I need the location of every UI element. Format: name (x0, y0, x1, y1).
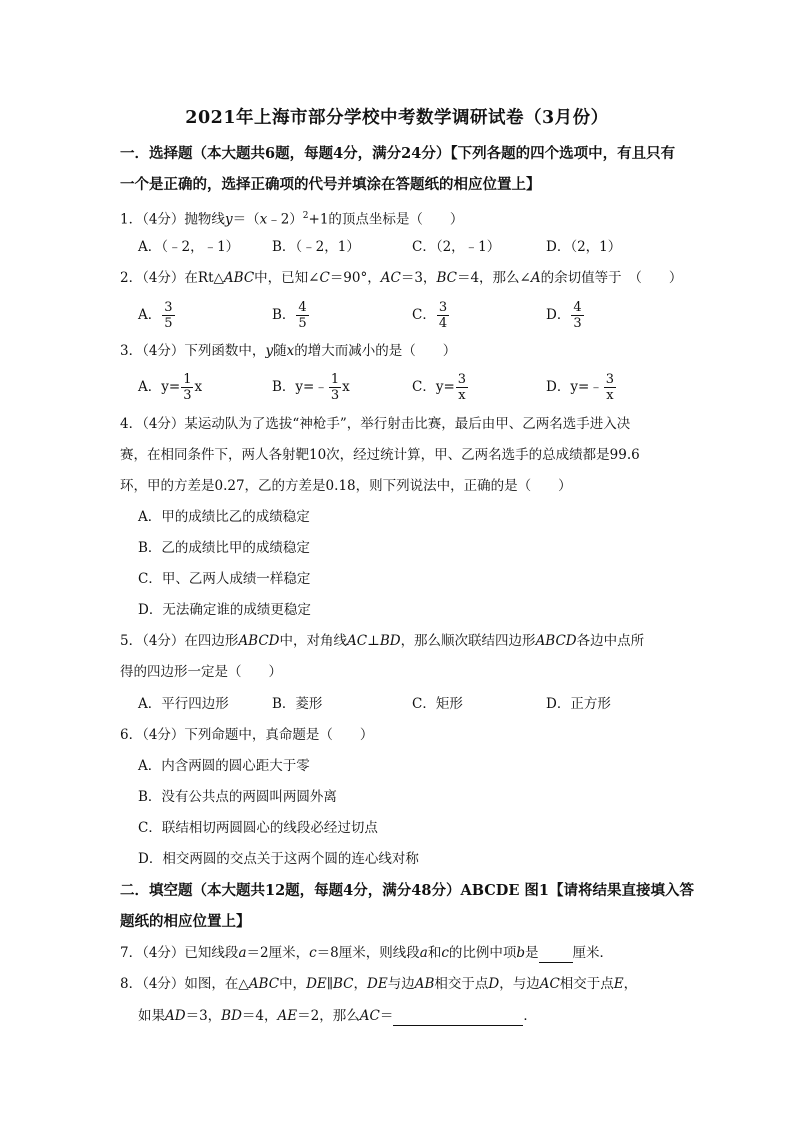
section2-heading-line1: 二．填空题（本大题共12题，每题4分，满分48分）ABCDE 图1【请将结果直接填入答 (120, 882, 695, 899)
q2-text-d: ＝3， (400, 270, 437, 286)
q2-option-c (412, 300, 450, 331)
q4-option-b: B．乙的成绩比甲的成绩稳定 (138, 540, 310, 556)
q5-text-c: ，那么顺次联结四边形 (400, 633, 536, 649)
q6-option-c: C．联结相切两圆圆心的线段必经过切点 (138, 820, 378, 836)
q8-text-a: 8．（4分）如图，在△ (120, 976, 249, 992)
q3-d-pre: y=﹣ (570, 379, 603, 395)
q8-text-e: 相交于点 (434, 976, 489, 992)
q8-text-d: 与边 (387, 976, 415, 992)
q5-option-d: D．正方形 (546, 696, 611, 712)
q8-line2-b: ＝3， (185, 1008, 222, 1024)
q2-c-den: 4 (438, 316, 448, 331)
q3-c-pre: y= (435, 379, 455, 395)
q4-line3: 环，甲的方差是0.27，乙的方差是0.18，则下列说法中，正确的是（ ） (120, 478, 572, 494)
q4-line2: 赛，在相同条件下，两人各射靶10次，经过统计算，甲、乙两名选手的总成绩都是99.6 (120, 447, 640, 463)
q2-option-a (138, 300, 176, 331)
q3-c-den: x (458, 388, 466, 403)
q8-ac: AC (539, 976, 560, 992)
q7-text-c: ＝8厘米，则线段 (316, 945, 420, 961)
q4-option-c: C．甲、乙两人成绩一样稳定 (138, 571, 311, 587)
q5-bd: BD (379, 633, 401, 649)
q2-option-d (546, 300, 585, 331)
q7-a2: a (419, 945, 428, 961)
q8-text-b: 中， (279, 976, 307, 992)
q3-d-label: D． (546, 379, 571, 395)
q2-b-num: 4 (298, 300, 307, 315)
q3-a-label: A． (138, 379, 162, 395)
q3-x: x (286, 343, 295, 359)
q7-text-b: ＝2厘米， (246, 945, 310, 961)
q8-abc: ABC (248, 976, 280, 992)
q2-text-b: 中，已知∠ (254, 270, 320, 286)
q1-option-d: D．（2，1） (546, 239, 622, 255)
question-2 (120, 268, 682, 288)
q3-text-b: 随 (273, 343, 287, 359)
q8-text-f: ，与边 (499, 976, 540, 992)
q6-option-b: B．没有公共点的两圆叫两圆外离 (138, 789, 337, 805)
q2-b-label: B． (272, 307, 296, 323)
q3-a-fraction (181, 372, 193, 403)
q2-a-fraction (162, 300, 174, 331)
q7-c2: c (441, 945, 449, 961)
q3-b-den: 3 (330, 388, 340, 403)
q8-line2-f: ． (523, 1008, 537, 1024)
q8-ab: AB (414, 976, 435, 992)
q6-line1: 6．（4分）下列命题中，真命题是（ ） (120, 727, 374, 743)
q5-ac: AC (347, 633, 368, 649)
question-3 (120, 341, 456, 361)
q2-c-label: C． (412, 307, 436, 323)
q7-text-f: 是 (525, 945, 539, 961)
q1-var-y: y (224, 211, 233, 228)
q2-b-fraction (296, 300, 308, 331)
q1-eq: ＝（ (232, 211, 260, 228)
q1-prefix: 1．（4分）抛物线 (120, 211, 225, 228)
section1-heading-line1: 一．选择题（本大题共6题，每题4分，满分24分）【下列各题的四个选项中，有且只有 (120, 145, 676, 162)
q8-ae: AE (277, 1008, 298, 1024)
q2-c: C (319, 270, 330, 286)
q2-abc: ABC (223, 270, 255, 286)
q8-line2 (138, 1006, 537, 1026)
q7-a: a (238, 945, 247, 961)
q3-option-b (272, 372, 350, 403)
section2-heading-line2: 题纸的相应位置上】 (120, 913, 251, 930)
q3-a-num: 1 (183, 372, 192, 387)
q3-a-pre: y= (161, 379, 181, 395)
q2-b-den: 5 (298, 316, 307, 331)
q7-text-d: 和 (427, 945, 442, 961)
q5-line2: 得的四边形一定是（ ） (120, 664, 282, 680)
q2-text-f: 的余切值等于 （ ） (540, 270, 683, 286)
q2-d-den: 3 (573, 316, 582, 331)
q3-option-d (546, 372, 617, 403)
q7-text-g: 厘米． (572, 945, 614, 961)
q2-text-c: ＝90°， (329, 270, 381, 286)
q2-d-label: D． (546, 307, 571, 323)
q5-text-b: 中，对角线 (279, 633, 348, 649)
q3-y: y (265, 343, 274, 359)
q7-answer-blank (539, 946, 573, 963)
q8-line2-c: ＝4， (241, 1008, 278, 1024)
q3-d-fraction (604, 372, 616, 403)
q2-a-label: A． (138, 307, 162, 323)
q3-b-fraction (329, 372, 341, 403)
q8-ad: AD (165, 1008, 186, 1024)
q8-line2-e: ＝ (379, 1008, 394, 1024)
q8-de: DE (306, 976, 327, 992)
q2-a-num: 3 (164, 300, 173, 315)
q8-text-h: ， (623, 976, 638, 992)
q8-bd: BD (221, 1008, 242, 1024)
q2-a: A (530, 270, 541, 286)
q1-var-x: x (259, 211, 268, 228)
q7-text-a: 7．（4分）已知线段 (120, 945, 239, 961)
q2-d-fraction (571, 300, 583, 331)
q3-b-post: x (342, 379, 350, 395)
q3-c-num: 3 (457, 372, 467, 387)
q4-option-d: D．无法确定谁的成绩更稳定 (138, 602, 311, 618)
q1-exp: 2 (302, 211, 309, 221)
q3-text-a: 3．（4分）下列函数中， (120, 343, 266, 359)
q2-text-a: 2．（4分）在Rt△ (120, 270, 224, 286)
question-7 (120, 943, 613, 963)
q5-option-b: B．菱形 (272, 696, 323, 712)
q4-option-a: A．甲的成绩比乙的成绩稳定 (138, 509, 310, 525)
q5-text-a: 5．（4分）在四边形 (120, 633, 239, 649)
q2-c-fraction (437, 300, 449, 331)
q3-c-label: C． (412, 379, 436, 395)
q6-option-a: A．内含两圆的圆心距大于零 (138, 758, 310, 774)
q3-a-den: 3 (183, 388, 192, 403)
q2-c-num: 3 (438, 300, 448, 315)
q3-c-fraction (456, 372, 468, 403)
q8-e: E (613, 976, 624, 992)
q3-b-pre: y=﹣ (295, 379, 328, 395)
q5-text-d: 各边中点所 (576, 633, 645, 649)
q8-text-g: 相交于点 (559, 976, 614, 992)
q6-option-d: D．相交两圆的交点关于这两个圆的连心线对称 (138, 851, 419, 867)
q8-line2-d: ＝2，那么 (297, 1008, 360, 1024)
q1-option-a: A．（﹣2，﹣1） (138, 239, 240, 255)
section1-heading-line2: 一个是正确的，选择正确项的代号并填涂在答题纸的相应位置上】 (120, 176, 541, 193)
question-1 (120, 206, 463, 230)
q5-option-a: A．平行四边形 (138, 696, 229, 712)
q3-text-c: 的增大而减小的是（ ） (294, 343, 457, 359)
q2-d-num: 4 (573, 300, 582, 315)
question-8 (120, 974, 637, 994)
q2-text-e: ＝4，那么∠ (456, 270, 531, 286)
q3-b-label: B． (272, 379, 296, 395)
q3-option-a (138, 372, 202, 403)
q1-tail: +1的顶点坐标是（ ） (308, 211, 464, 228)
q3-option-c (412, 372, 469, 403)
q8-text-c: ， (353, 976, 368, 992)
q8-answer-blank (393, 1009, 523, 1026)
q7-b: b (516, 945, 526, 961)
q7-text-e: 的比例中项 (448, 945, 517, 961)
q1-mid: ﹣2） (267, 211, 303, 228)
q5-abcd2: ABCD (535, 633, 577, 649)
q3-d-den: x (606, 388, 614, 403)
q2-bc: BC (436, 270, 457, 286)
page-title: 2021年上海市部分学校中考数学调研试卷（3月份） (185, 108, 609, 128)
q2-a-den: 5 (164, 316, 173, 331)
q7-c: c (309, 945, 317, 961)
q3-d-num: 3 (605, 372, 615, 387)
q3-b-num: 1 (330, 372, 340, 387)
q8-line2-a: 如果 (138, 1008, 165, 1024)
q8-bc: BC (333, 976, 354, 992)
q8-par: ∥ (326, 976, 333, 992)
q5-abcd: ABCD (238, 633, 280, 649)
q5-option-c: C．矩形 (412, 696, 463, 712)
q8-de2: DE (367, 976, 388, 992)
question-5 (120, 631, 644, 651)
q2-option-b (272, 300, 310, 331)
q4-line1: 4．（4分）某运动队为了选拔“神枪手”，举行射击比赛，最后由甲、乙两名选手进入决 (120, 416, 631, 432)
q5-perp: ⊥ (367, 633, 380, 649)
q8-d: D (488, 976, 500, 992)
q1-option-b: B．（﹣2，1） (272, 239, 360, 255)
q8-ac2: AC (359, 1008, 380, 1024)
q2-ac: AC (380, 270, 401, 286)
q1-option-c: C．（2，﹣1） (412, 239, 501, 255)
q3-a-post: x (194, 379, 203, 395)
